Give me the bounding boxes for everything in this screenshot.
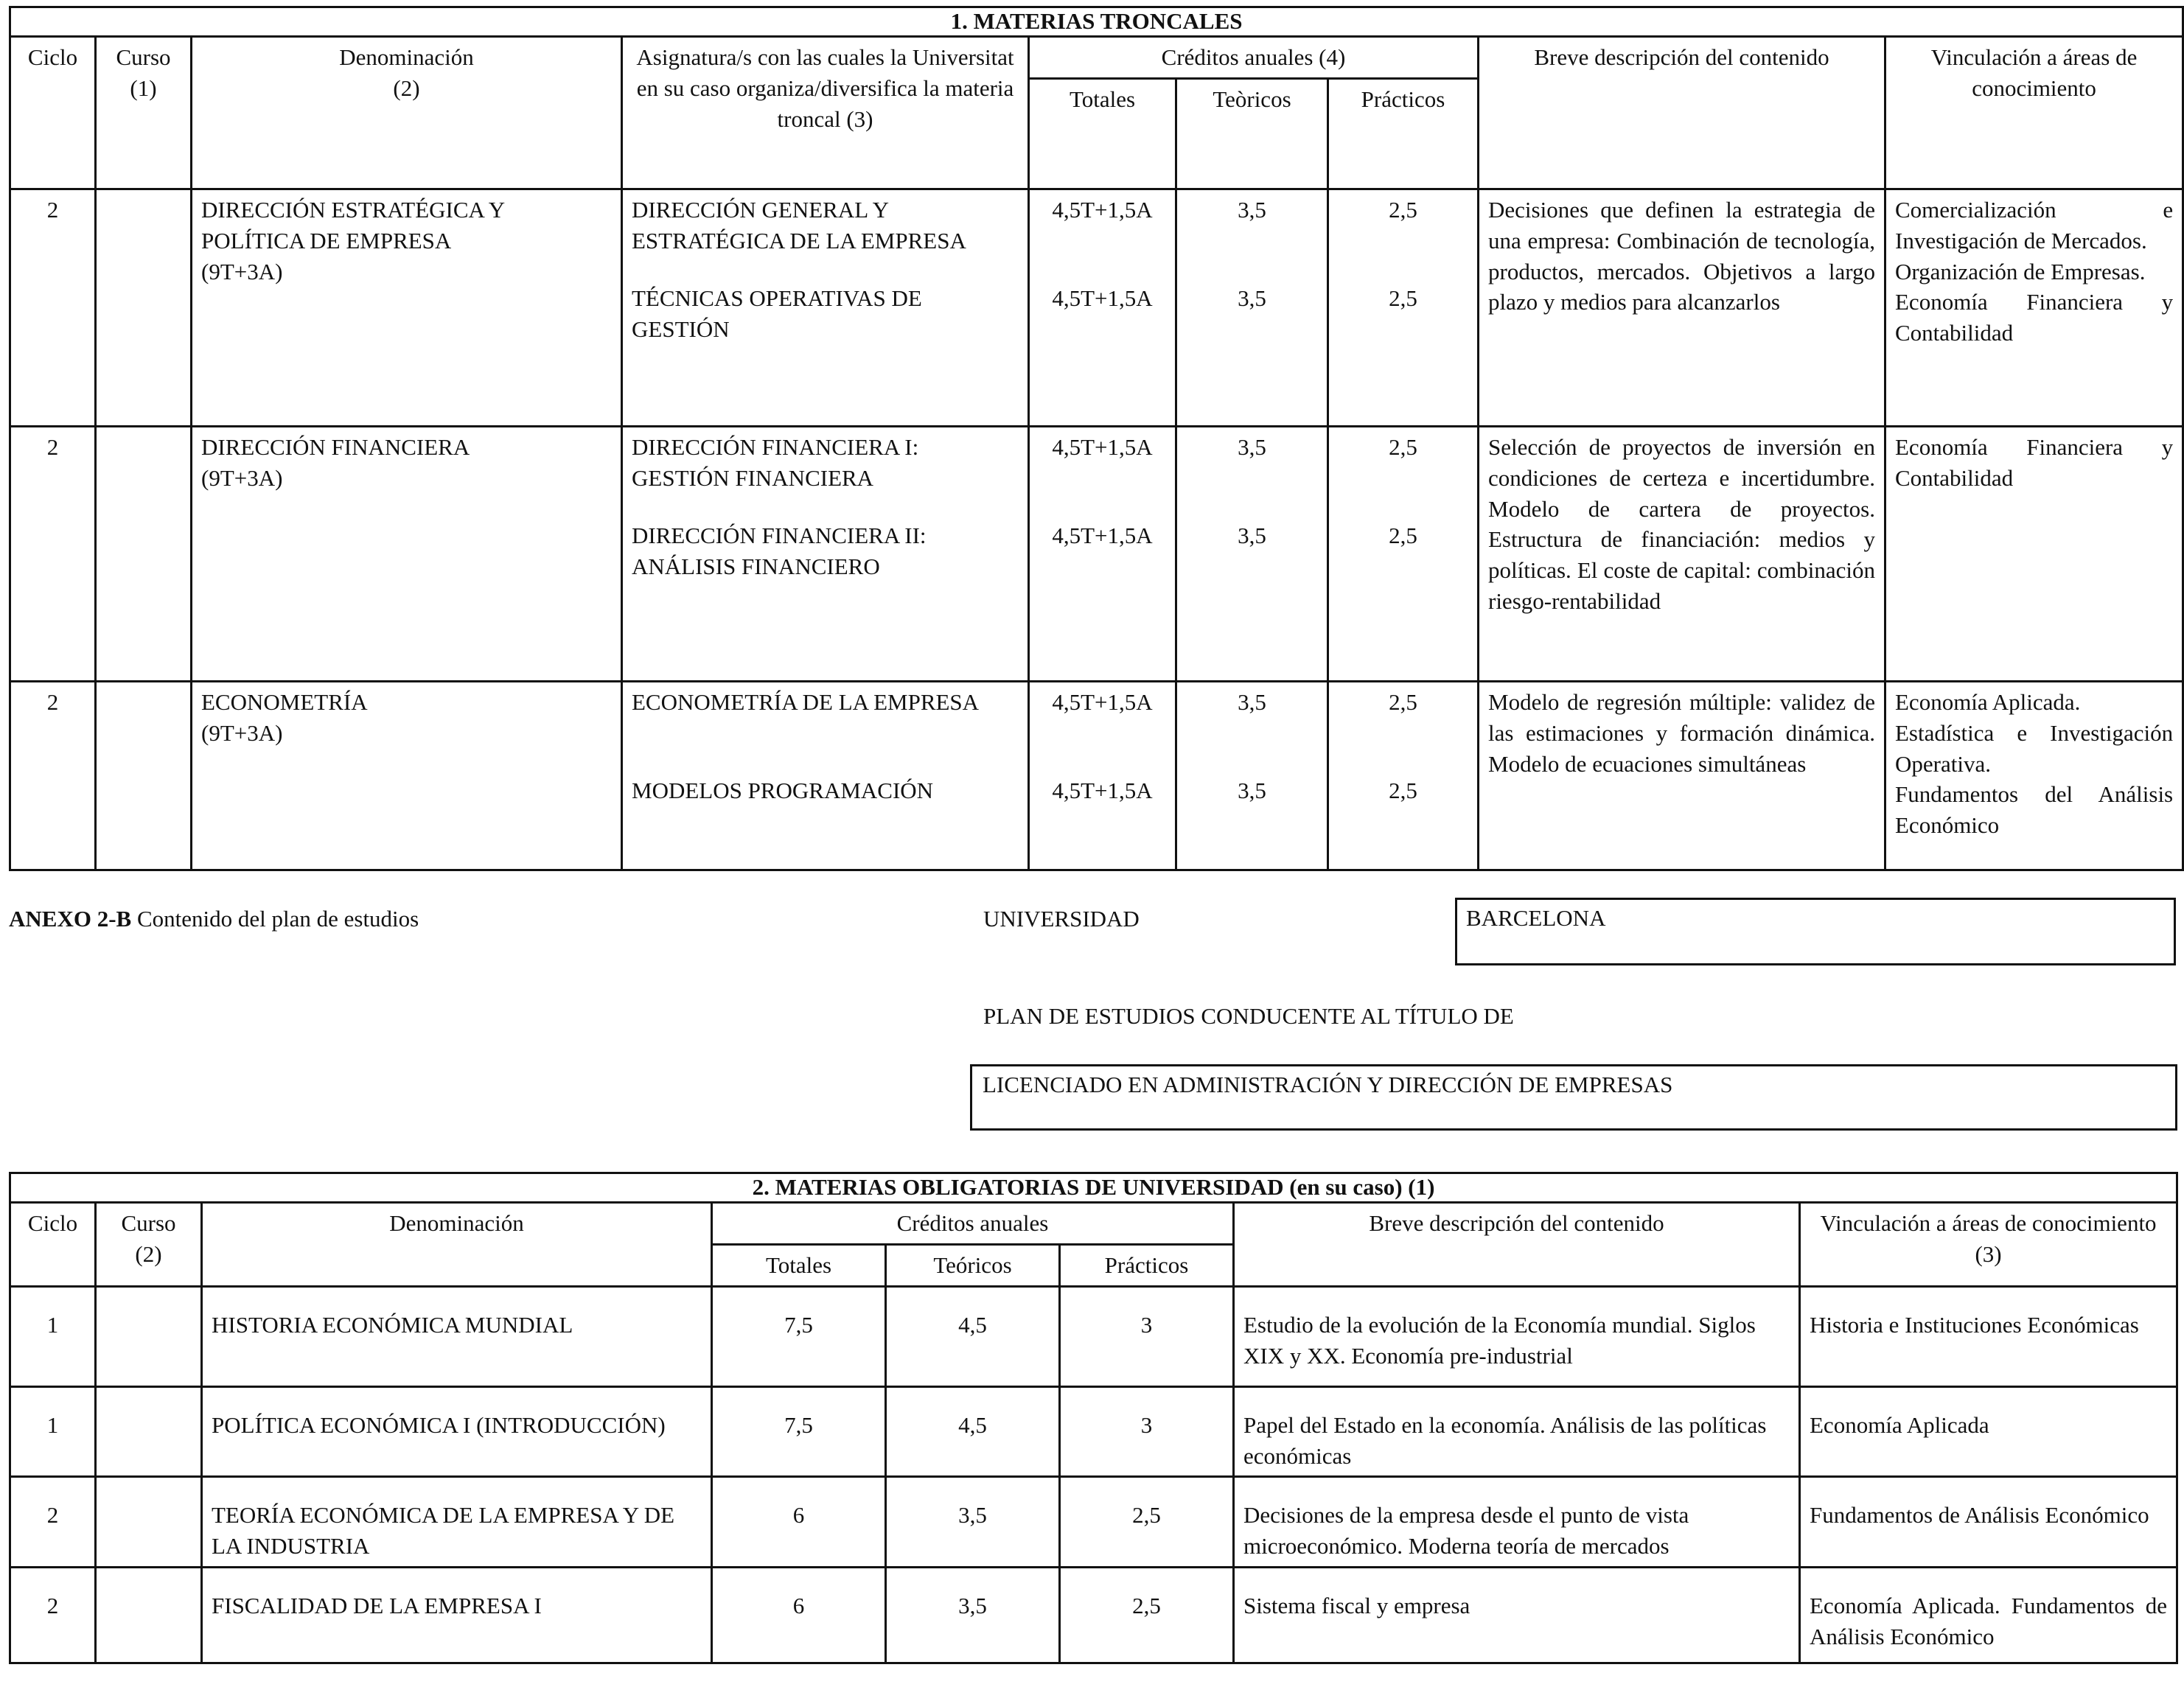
header-practicos: Prácticos xyxy=(1328,78,1479,189)
cell-teoricos: 4,5 xyxy=(886,1286,1060,1386)
cell-descripcion: Modelo de regresión múltiple: validez de las estimaciones y formación dinámica. Modelo de ecuaciones simultáneas xyxy=(1479,681,1885,870)
cell-teoricos: 3,5 xyxy=(886,1568,1060,1663)
header-vinculacion: Vinculación a áreas de conocimiento (3) xyxy=(1800,1203,2177,1287)
cell-teoricos: 3,5 3,5 xyxy=(1176,426,1328,681)
cell-descripcion: Selección de proyectos de inversión en condiciones de certeza e incertidumbre. Modelo de cartera de proyectos. Estructura de financiación: medios y políticas. El coste de capital: combinación riesgo-rentabilidad xyxy=(1479,426,1885,681)
header-curso: Curso (2) xyxy=(96,1203,202,1287)
cell-denominacion: POLÍTICA ECONÓMICA I (INTRODUCCIÓN) xyxy=(202,1386,712,1477)
cell-denominacion: TEORÍA ECONÓMICA DE LA EMPRESA Y DE LA INDUSTRIA xyxy=(202,1477,712,1568)
university-value: BARCELONA xyxy=(1455,898,2176,965)
cell-ciclo: 2 xyxy=(10,1568,96,1663)
cell-vinculacion: Economía Financiera y Contabilidad xyxy=(1885,426,2183,681)
cell-descripcion: Estudio de la evolución de la Economía mundial. Siglos XIX y XX. Economía pre-industrial xyxy=(1234,1286,1800,1386)
obligatorias-title: 2. MATERIAS OBLIGATORIAS DE UNIVERSIDAD (en su caso) (1) xyxy=(10,1173,2177,1203)
cell-curso xyxy=(96,1386,202,1477)
table-row xyxy=(10,426,2183,681)
university-label: UNIVERSIDAD xyxy=(983,906,1140,932)
header-teoricos: Teóricos xyxy=(886,1244,1060,1286)
cell-denominacion: DIRECCIÓN ESTRATÉGICA Y POLÍTICA DE EMPRESA (9T+3A) xyxy=(192,189,622,426)
cell-denominacion: FISCALIDAD DE LA EMPRESA I xyxy=(202,1568,712,1663)
header-vinculacion: Vinculación a áreas de conocimiento xyxy=(1885,37,2183,189)
cell-descripcion: Decisiones que definen la estrategia de una empresa: Combinación de tecnología, productos, mercados. Objetivos a largo plazo y medios para alcanzarlos xyxy=(1479,189,1885,426)
cell-teoricos: 3,5 xyxy=(886,1477,1060,1568)
cell-descripcion: Sistema fiscal y empresa xyxy=(1234,1568,1800,1663)
plan-label: PLAN DE ESTUDIOS CONDUCENTE AL TÍTULO DE xyxy=(983,1003,1514,1029)
cell-totales: 4,5T+1,5A 4,5T+1,5A xyxy=(1029,189,1176,426)
header-teoricos: Teòricos xyxy=(1176,78,1328,189)
cell-curso xyxy=(96,426,192,681)
table-row xyxy=(10,1386,2177,1477)
cell-vinculacion: Comercialización e Investigación de Mercados. Organización de Empresas. Economía Financiera y Contabilidad xyxy=(1885,189,2183,426)
cell-vinculacion: Economía Aplicada. Fundamentos de Análisis Económico xyxy=(1800,1568,2177,1663)
cell-ciclo: 2 xyxy=(10,426,96,681)
header-totales: Totales xyxy=(1029,78,1176,189)
cell-practicos: 2,5 2,5 xyxy=(1328,189,1479,426)
cell-teoricos: 3,5 3,5 xyxy=(1176,189,1328,426)
cell-asignaturas: DIRECCIÓN FINANCIERA I: GESTIÓN FINANCIERA DIRECCIÓN FINANCIERA II: ANÁLISIS FINANCIERO xyxy=(622,426,1029,681)
annex-label: ANEXO 2-B Contenido del plan de estudios xyxy=(9,906,419,932)
header-totales: Totales xyxy=(712,1244,886,1286)
cell-totales: 4,5T+1,5A 4,5T+1,5A xyxy=(1029,681,1176,870)
cell-ciclo: 1 xyxy=(10,1386,96,1477)
cell-vinculacion: Economía Aplicada xyxy=(1800,1386,2177,1477)
troncales-table xyxy=(9,6,2184,871)
table-row xyxy=(10,1568,2177,1663)
cell-denominacion: ECONOMETRÍA (9T+3A) xyxy=(192,681,622,870)
cell-totales: 7,5 xyxy=(712,1386,886,1477)
cell-practicos: 3 xyxy=(1060,1286,1234,1386)
header-practicos: Prácticos xyxy=(1060,1244,1234,1286)
cell-denominacion: HISTORIA ECONÓMICA MUNDIAL xyxy=(202,1286,712,1386)
cell-practicos: 2,5 2,5 xyxy=(1328,426,1479,681)
table-row xyxy=(10,1477,2177,1568)
cell-descripcion: Papel del Estado en la economía. Análisis de las políticas económicas xyxy=(1234,1386,1800,1477)
header-creditos: Créditos anuales xyxy=(712,1203,1234,1245)
cell-totales: 4,5T+1,5A 4,5T+1,5A xyxy=(1029,426,1176,681)
cell-totales: 6 xyxy=(712,1477,886,1568)
cell-vinculacion: Economía Aplicada. Estadística e Investigación Operativa. Fundamentos del Análisis Económico xyxy=(1885,681,2183,870)
cell-curso xyxy=(96,1286,202,1386)
cell-vinculacion: Historia e Instituciones Económicas xyxy=(1800,1286,2177,1386)
cell-curso xyxy=(96,681,192,870)
cell-totales: 7,5 xyxy=(712,1286,886,1386)
header-ciclo: Ciclo xyxy=(10,1203,96,1287)
cell-curso xyxy=(96,1568,202,1663)
cell-descripcion: Decisiones de la empresa desde el punto de vista microeconómico. Moderna teoría de mercados xyxy=(1234,1477,1800,1568)
cell-totales: 6 xyxy=(712,1568,886,1663)
header-denominacion: Denominación xyxy=(202,1203,712,1287)
cell-asignaturas: ECONOMETRÍA DE LA EMPRESA MODELOS PROGRAMACIÓN xyxy=(622,681,1029,870)
troncales-title: 1. MATERIAS TRONCALES xyxy=(10,7,2183,37)
cell-asignaturas: DIRECCIÓN GENERAL Y ESTRATÉGICA DE LA EMPRESA TÉCNICAS OPERATIVAS DE GESTIÓN xyxy=(622,189,1029,426)
header-denominacion: Denominación (2) xyxy=(192,37,622,189)
header-creditos: Créditos anuales (4) xyxy=(1029,37,1479,79)
cell-ciclo: 1 xyxy=(10,1286,96,1386)
table-row xyxy=(10,189,2183,426)
obligatorias-table xyxy=(9,1172,2178,1664)
cell-denominacion: DIRECCIÓN FINANCIERA (9T+3A) xyxy=(192,426,622,681)
cell-ciclo: 2 xyxy=(10,1477,96,1568)
header-ciclo: Ciclo xyxy=(10,37,96,189)
cell-practicos: 2,5 xyxy=(1060,1568,1234,1663)
degree-value: LICENCIADO EN ADMINISTRACIÓN Y DIRECCIÓN DE EMPRESAS xyxy=(970,1064,2177,1131)
cell-curso xyxy=(96,1477,202,1568)
table-row xyxy=(10,681,2183,870)
header-curso: Curso (1) xyxy=(96,37,192,189)
cell-vinculacion: Fundamentos de Análisis Económico xyxy=(1800,1477,2177,1568)
cell-ciclo: 2 xyxy=(10,189,96,426)
cell-ciclo: 2 xyxy=(10,681,96,870)
header-descripcion: Breve descripción del contenido xyxy=(1479,37,1885,189)
header-asignaturas: Asignatura/s con las cuales la Universitat en su caso organiza/diversifica la materia troncal (3) xyxy=(622,37,1029,189)
cell-practicos: 2,5 xyxy=(1060,1477,1234,1568)
cell-practicos: 3 xyxy=(1060,1386,1234,1477)
cell-curso xyxy=(96,189,192,426)
header-descripcion: Breve descripción del contenido xyxy=(1234,1203,1800,1287)
cell-practicos: 2,5 2,5 xyxy=(1328,681,1479,870)
cell-teoricos: 4,5 xyxy=(886,1386,1060,1477)
cell-teoricos: 3,5 3,5 xyxy=(1176,681,1328,870)
table-row xyxy=(10,1286,2177,1386)
